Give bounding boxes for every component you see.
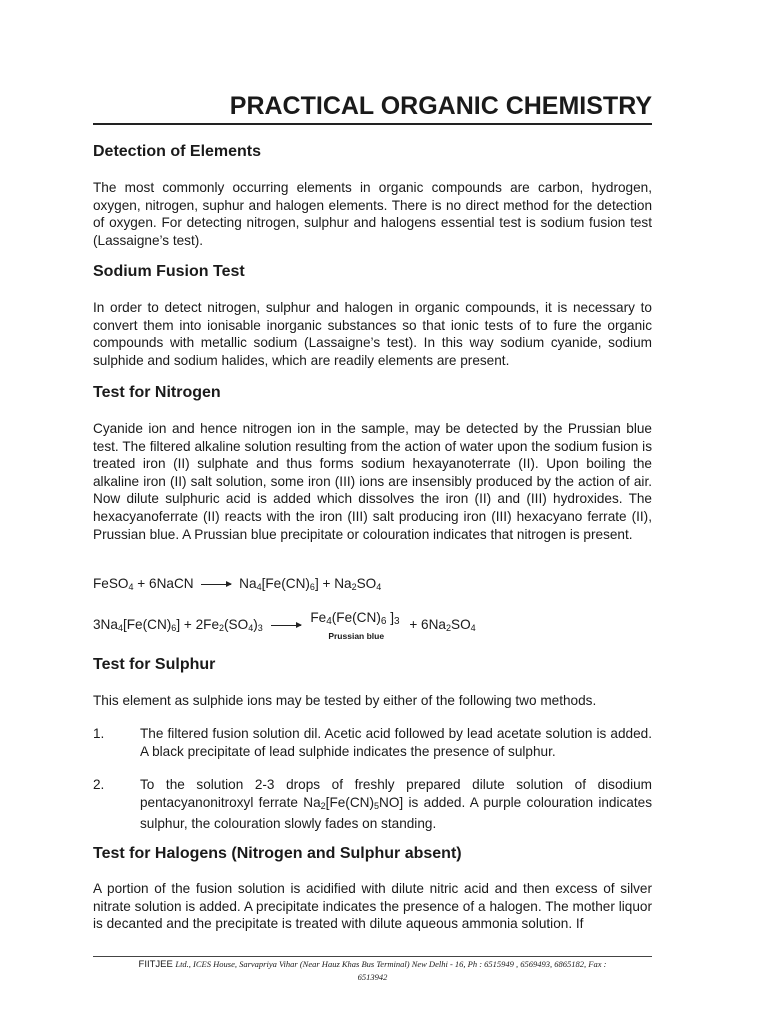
eq2-term: [Fe(CN) [122, 617, 172, 633]
paragraph-sodium-fusion: In order to detect nitrogen, sulphur and halogen in organic compounds, it is necessary to convert them into ionisable inorganic substances so that ionic tests of to fure the organic compounds with metallic sodium (Lassaigne’s test). In this way sodium cyanide, sodium sulphide and sodium halides, which are readily elements are present. [93, 300, 652, 368]
page-title: PRACTICAL ORGANIC CHEMISTRY [229, 92, 652, 120]
eq2-sub: 3 [393, 616, 400, 627]
paragraph-sulphur-intro: This element as sulphide ions may be tested by either of the following two methods. [93, 693, 597, 708]
eq2-term: (Fe(CN) [331, 610, 381, 625]
formula-sub: 5 [374, 800, 380, 811]
list-item-text: The filtered fusion solution dil. Acetic acid followed by lead acetate solution is added. A black precipitate of lead sulphide indicates the presence of sulphur. [140, 726, 652, 759]
eq1-term: SO [356, 576, 377, 591]
prussian-blue-product [310, 610, 400, 641]
list-item-number: 1. [93, 726, 105, 741]
eq1-term: [Fe(CN) [261, 576, 310, 591]
eq2-term: + 6Na [409, 617, 446, 633]
eq2-term: (SO [224, 617, 249, 633]
eq1-sub: 4 [128, 582, 134, 592]
eq2-term: Fe [310, 610, 327, 625]
equation-2 [93, 610, 476, 641]
eq1-term: Na [239, 576, 257, 591]
footer-brand: FIITJEE [138, 959, 173, 970]
eq2-term: ] [386, 610, 394, 625]
heading-nitrogen: Test for Nitrogen [93, 384, 221, 401]
heading-sulphur: Test for Sulphur [93, 656, 216, 673]
eq2-sub: 6 [380, 616, 387, 627]
eq2-term: SO [451, 617, 471, 633]
footer-divider [93, 956, 652, 957]
eq2-sub: 2 [445, 623, 451, 634]
heading-sodium-fusion: Sodium Fusion Test [93, 263, 245, 280]
eq1-sub: 2 [351, 582, 357, 592]
eq2-sub: 6 [171, 623, 177, 634]
paragraph-detection: The most commonly occurring elements in organic compounds are carbon, hydrogen, oxygen, nitrogen, suphur and halogen elements. There is no direct method for the detection of oxygen. For detecting nitrogen, sulphur and halogens essential test is sodium fusion test (Lassaigne’s test). [93, 180, 652, 248]
eq2-sub: 3 [257, 623, 263, 634]
product-label: Prussian blue [328, 631, 385, 641]
list-item-text [140, 776, 652, 833]
eq1-sub: 4 [256, 582, 262, 592]
eq2-term: ] + 2Fe [176, 617, 220, 633]
title-underline [93, 123, 652, 125]
footer-address-line2: 6513942 [357, 972, 388, 982]
eq1-sub: 4 [376, 582, 382, 592]
eq1-sub: 6 [309, 582, 315, 592]
reaction-arrow-icon [271, 625, 301, 626]
eq1-term: FeSO [93, 576, 129, 591]
list-item-text-part: NO] is added. A purple colouration indicates sulphur, the colouration slowly fades on standing. [140, 794, 652, 832]
eq1-term: ] + Na [314, 576, 352, 591]
heading-halogens: Test for Halogens (Nitrogen and Sulphur absent) [93, 845, 462, 862]
eq2-sub: 4 [248, 623, 254, 634]
eq2-term: ) [253, 617, 258, 633]
list-item-text-part: To the solution 2-3 drops of freshly prepared dilute solution of disodium pentacyanonitroxyl ferrate Na [140, 777, 652, 810]
reaction-arrow-icon [201, 584, 231, 585]
heading-detection: Detection of Elements [93, 143, 262, 160]
footer-address: Ltd., ICES House, Sarvapriya Vihar (Near Hauz Khas Bus Terminal) New Delhi - 16, Ph : 6515949 , 6569493, 6865182, Fax : [175, 959, 607, 969]
eq2-sub: 2 [219, 623, 225, 634]
paragraph-nitrogen: Cyanide ion and hence nitrogen ion in the sample, may be detected by the Prussian blue test. The filtered alkaline solution resulting from the action of water upon the sodium fusion is treated iron (II) sulphate and thus forms sodium hexayanoterrate (II). Upon boiling the alkaline iron (II) salt solution, some iron (III) ions are insensibly produced by the action of air. Now dilute sulphuric acid is added which dissolves the iron (II) and (III) hydroxides. The hexacyanoferrate (II) reacts with the iron (III) salt producing iron (III) hexacyano ferrate (II), Prussian blue. A Prussian blue precipitate or colouration indicates that nitrogen is present. [93, 421, 652, 542]
eq2-sub: 4 [470, 623, 476, 634]
eq1-term: + 6NaCN [133, 576, 194, 591]
formula-sub: 2 [320, 800, 326, 811]
eq2-sub: 4 [117, 623, 123, 634]
paragraph-halogens: A portion of the fusion solution is acidified with dilute nitric acid and then excess of silver nitrate solution is added. A precipitate indicates the presence of a halogen. The mother liquor is decanted and the precipitate is treated with dilute aqueous ammonia solution. If [93, 881, 652, 932]
equation-1 [93, 576, 381, 592]
list-item-text-part: [Fe(CN) [325, 794, 375, 810]
list-item-number: 2. [93, 777, 105, 792]
eq2-sub: 4 [326, 616, 332, 627]
footer [93, 958, 652, 983]
eq2-term: 3Na [93, 617, 118, 633]
